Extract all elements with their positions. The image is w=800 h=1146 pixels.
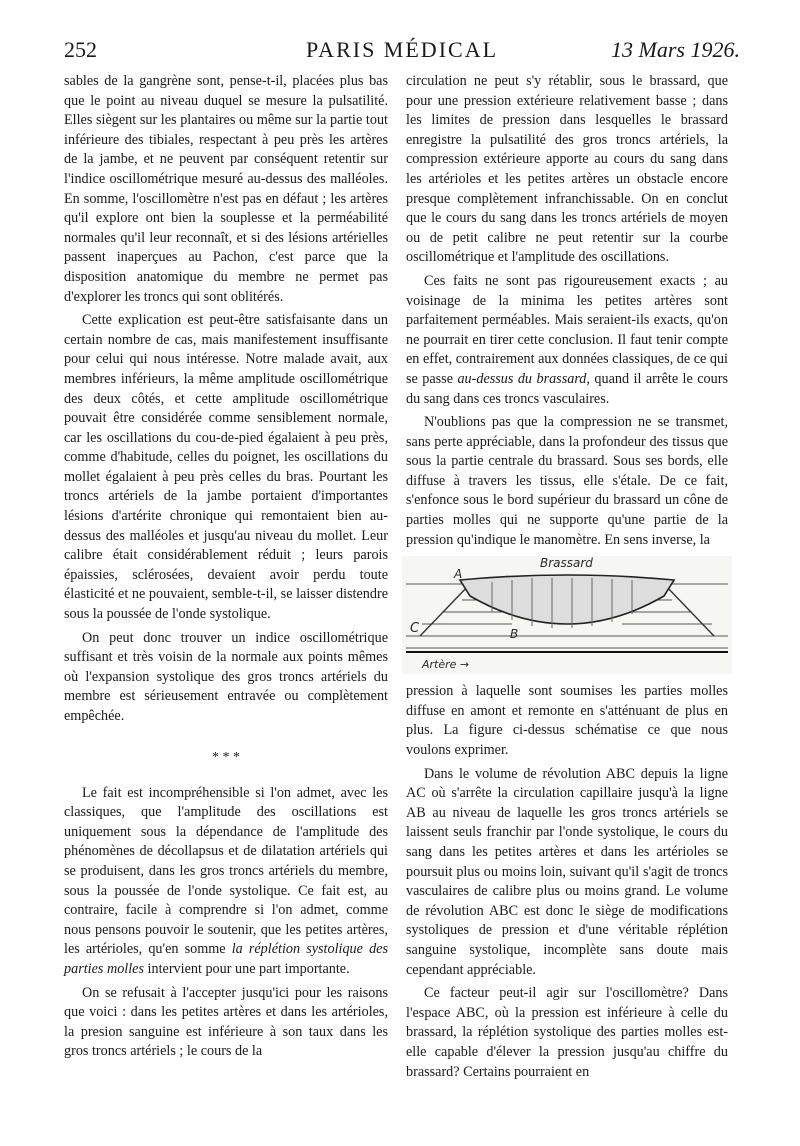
right-column (406, 72, 728, 1086)
paragraph: circulation ne peut s'y rétablir, sous le brassard, que pour une pression extérieure relativement basse ; dans les limites de pression dans lesquelles le brassard enregistre la pulsatilité des gros troncs artériels, la compression extérieure apporte au cours du sang dans les artérioles et les petites artères un obstacle encore presque complètement infranchissable. On en conclut que le cours du sang dans les troncs artériels de moyen ou de petit calibre ne peut retentir sur la courbe oscillométrique et l'amplitude des oscillations. (406, 73, 728, 266)
journal-title: PARIS MÉDICAL (305, 37, 499, 62)
italic-phrase: la réplétion systolique des parties molles (64, 941, 388, 977)
page-number: 252 (64, 37, 97, 62)
paragraph: sables de la gangrène sont, pense-t-il, placées plus bas que le point au niveau duquel se mesure la pulsatilité. Elles siègent sur les plantaires ou même sur la partie tout inférieure des tibiales, respectant à peu près les artères de la jambe, et ne peuvent par conséquent retentir sur l'indice oscillométrique mesuré au-dessus des malléoles. En somme, l'oscillomètre n'est pas en défaut ; les artères qu'il explore ont bien la souplesse et la perméabilité normales qu'il leur reconnaît, et si des lésions artérielles passent inaperçues au Pachon, c'est parce que la disposition anatomique du membre ne permet pas d'explorer les troncs qui sont oblitérés. (64, 73, 388, 305)
italic-phrase: au-dessus du brassard (457, 370, 587, 387)
brassard-diagram (402, 556, 732, 674)
page-header (64, 36, 740, 66)
paragraph: On se refusait à l'accepter jusqu'ici pour les raisons que voici : dans les petites artères et dans les artérioles, la presion sanguine est inférieure à son taux dans les gros troncs artériels ; le cours de la (64, 984, 388, 1060)
label-brassard: Brassard (540, 556, 593, 571)
paragraph: N'oublions pas que la compression ne se transmet, sans perte appréciable, dans la profondeur des tissus que sous la partie centrale du brassard. Sous ses bords, elle diffuse à travers les tissus, elle s'étale. De ce fait, s'enfonce sous le bord supérieur du brassard un cône de parties molles qui ne supporte qu'une partie de la pression qu'indique le manomètre. En sens inverse, la (406, 414, 728, 548)
label-b: B (510, 627, 519, 642)
section-separator: * * * (212, 749, 240, 765)
label-a: A (454, 567, 463, 582)
paragraph: Ce facteur peut-il agir sur l'oscillomètre? Dans l'espace ABC, où la pression est inférieure à celle du brassard, la réplétion systolique des parties molles est-elle capable d'élever la pression jusqu'au chiffre du brassard? Certains pourraient en (406, 985, 728, 1080)
paragraph: Dans le volume de révolution ABC depuis la ligne AC où s'arrête la circulation capillaire jusqu'à la ligne AB au niveau de laquelle les gros troncs artériels se laissent seuls franchir par l'onde systolique, le cours du sang dans les petites artères et dans les artérioles se poursuit plus ou moins loin, suivant qu'il s'agit de troncs vasculaires de calibre plus ou moins grand. Le volume de révolution ABC est donc le siège de modifications systoliques de pression et d'une véritable réplétion sanguine systolique, incomplète sans doute mais cependant appréciable. (406, 765, 728, 978)
label-c: C (410, 621, 420, 637)
paragraph: On peut donc trouver un indice oscillométrique suffisant et très voisin de la normale aux points mêmes où l'expansion systolique des gros troncs artériels du membre est sérieusement entravée ou complètement empêchée. (64, 629, 388, 724)
issue-date: 13 Mars 1926. (611, 37, 740, 62)
paragraph: Cette explication est peut-être satisfaisante dans un certain nombre de cas, mais manifestement insuffisante pour celui qui nous intéresse. Notre malade avait, aux membres inférieurs, la même amplitude oscillométrique des deux côtés, et cette amplitude oscillométrique pouvait être considérée comme sensiblement normale, car les oscillations du cou-de-pied égalaient à peu près, comme d'habitude, celles du poignet, les oscillations du mollet égalaient à peu près celles du bras. Pourtant les troncs artériels de la jambe portaient d'importantes lésions d'artérite chronique qui remontaient bien au-dessus des malléoles et jusqu'au niveau du mollet. Leur calibre était considérablement réduit ; leurs parois épaissies, sclérosées, devaient avoir perdu toute élasticité et ne pouvaient, semble-t-il, se laisser distendre sous la poussée de l'onde systolique. (64, 312, 388, 623)
paragraph: pression à laquelle sont soumises les parties molles diffuse en amont et remonte en s'atténuant de plus en plus. La figure ci-dessus schématise ce que nous voulons exprimer. (406, 683, 728, 759)
label-artere: Artère → (422, 658, 470, 672)
diagram-svg (402, 556, 732, 674)
paragraph: Ces faits ne sont pas rigoureusement exacts ; au voisinage de la minima les petites artères sont parfaitement perméables. Mais seraient-ils exacts, qu'on ne pourrait en tirer cette conclusion. Il faut tenir compte en effet, contrairement aux données classiques, de ce qui se passe au-dessus du brassard, quand il arrête le cours du sang dans ces troncs vasculaires. (406, 272, 728, 407)
left-column (64, 72, 388, 1066)
paragraph: Le fait est incompréhensible si l'on admet, avec les classiques, que l'amplitude des oscillations est uniquement sous la dépendance de l'amplitude des phénomènes de décollapsus et de dilatation artériels qui se produisent, dans les gros troncs artériels du membre, sous la poussée de l'onde systolique. Ce fait est, au contraire, facile à comprendre si l'on admet, comme nous pensons pouvoir le soutenir, que les petites artères, les artérioles, qu'en somme la réplétion systolique des parties molles intervient pour une part importante. (64, 784, 388, 977)
